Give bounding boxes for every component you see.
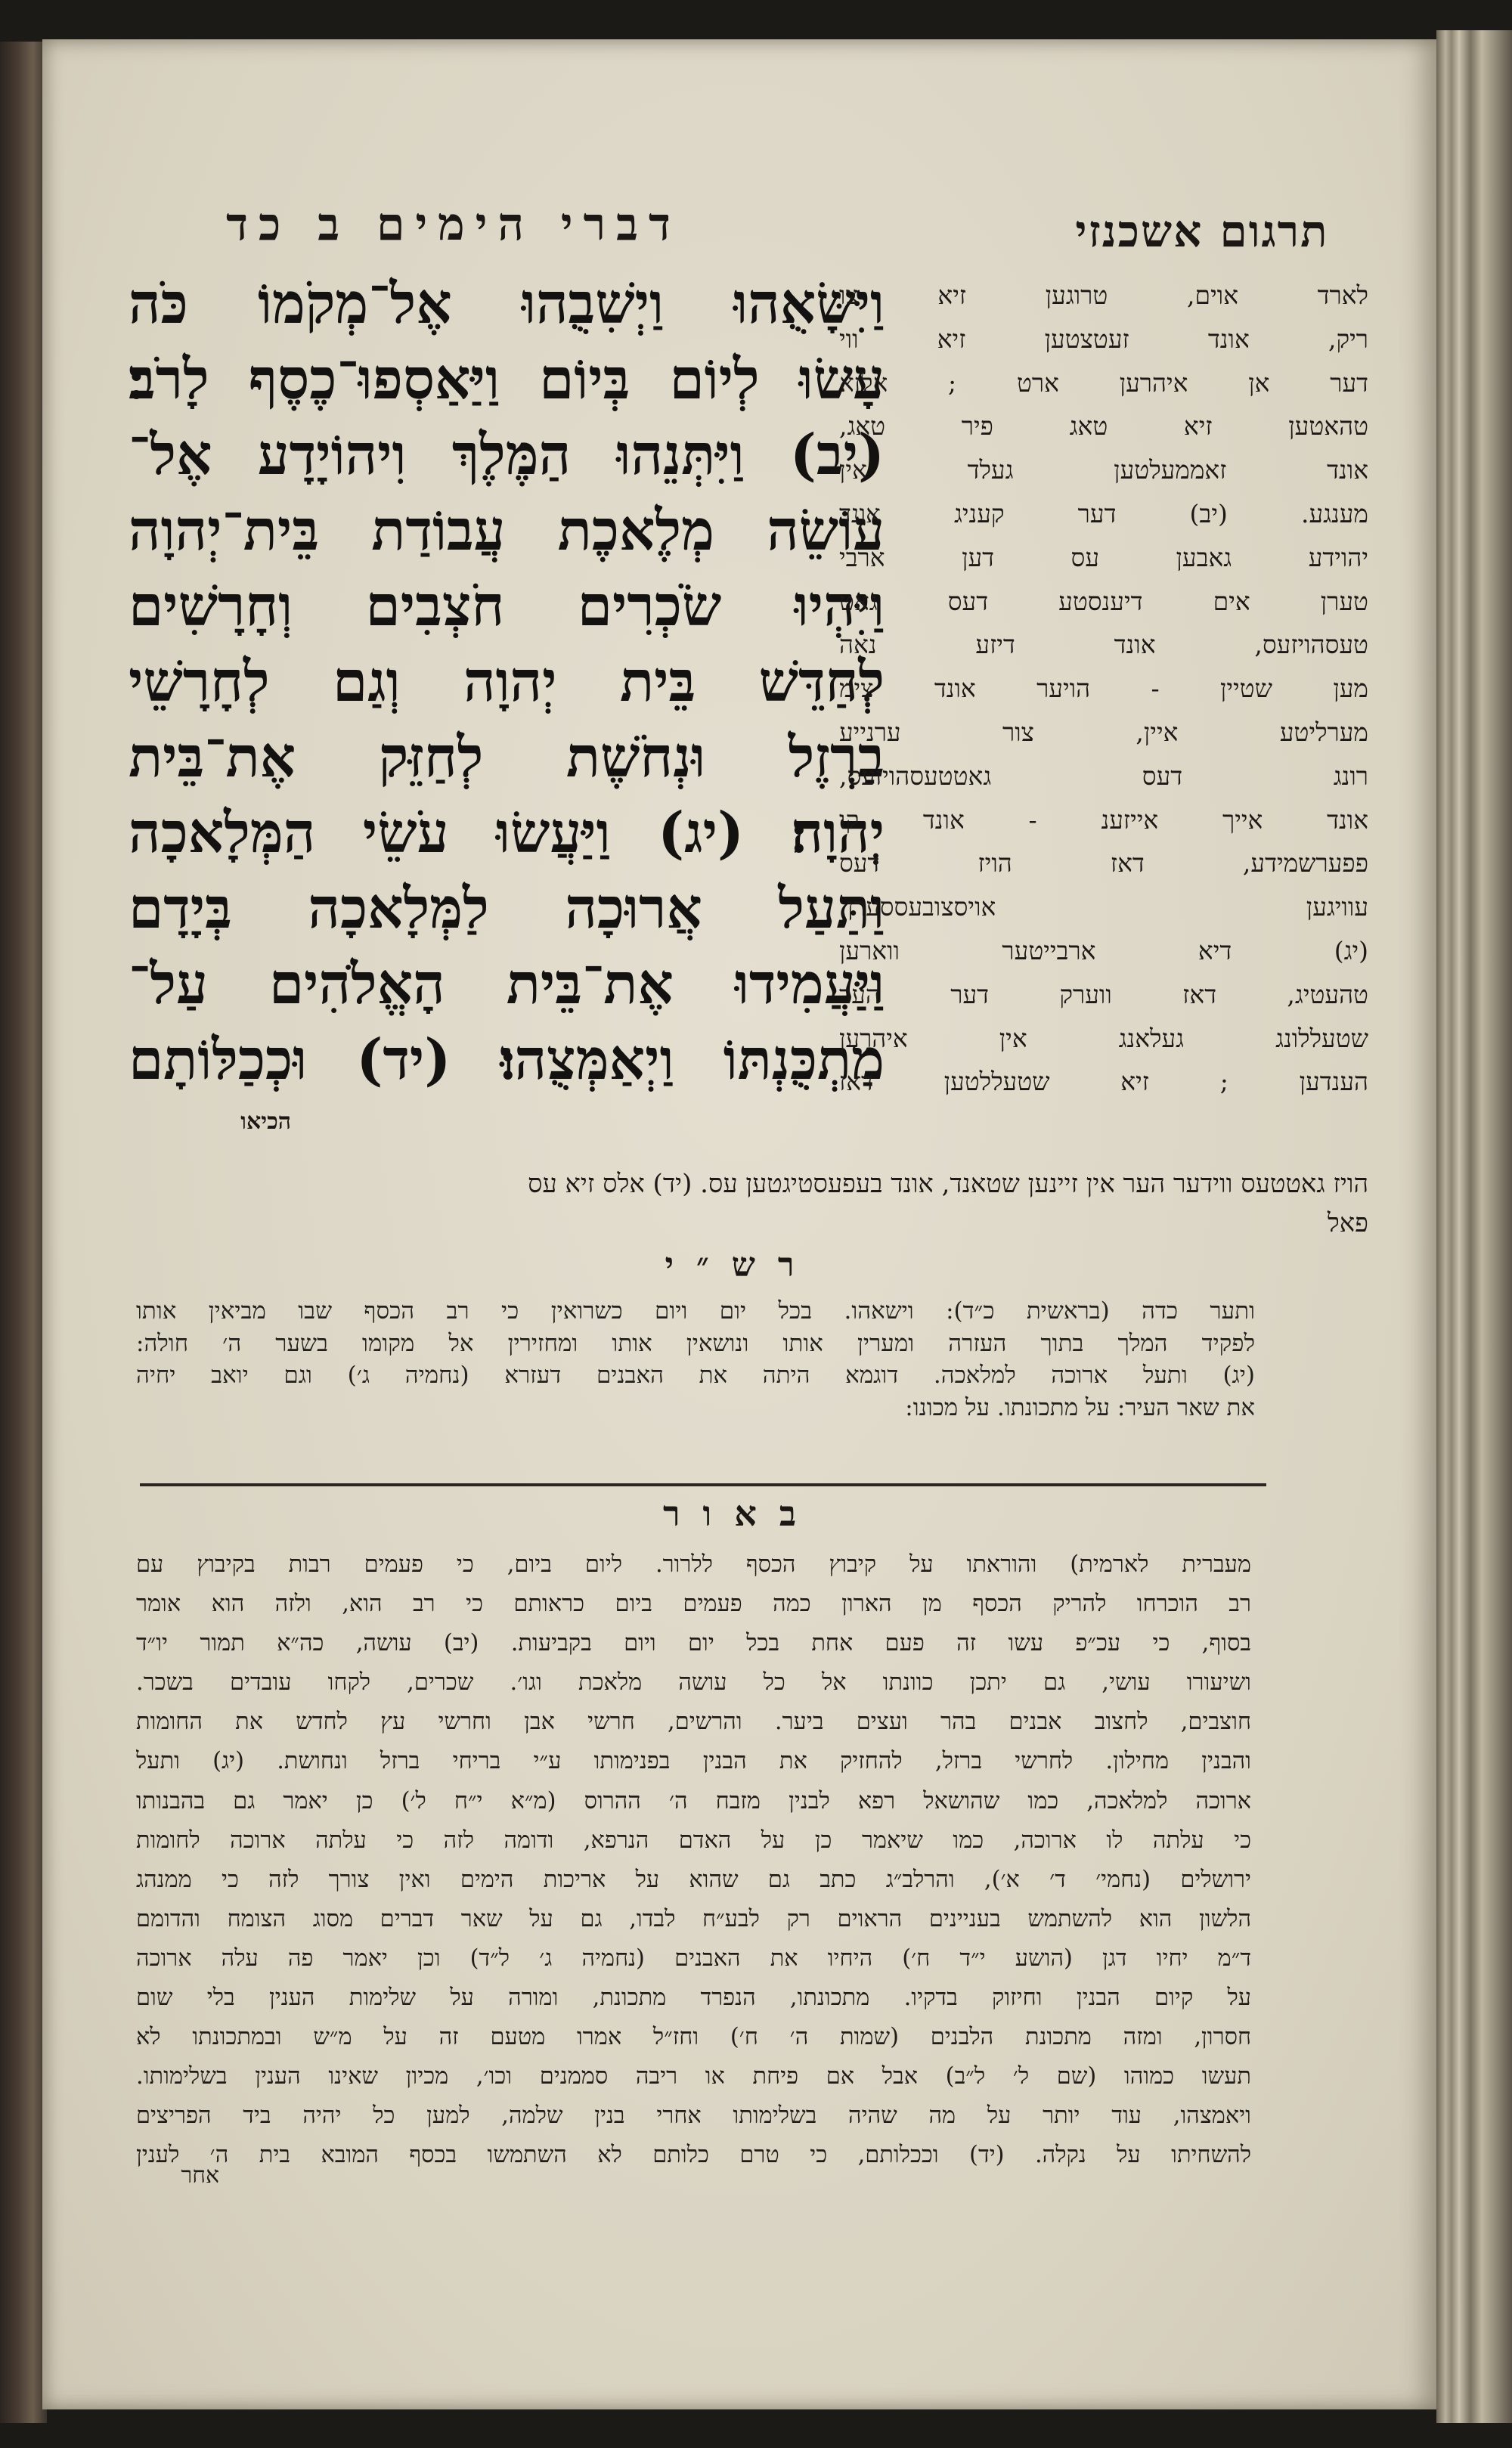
main-text-line: יְהוָה׃ (יג) וַיַּעֲשׂוּ עֹשֵׂי הַמְּלָאכָה [129, 801, 885, 866]
biur-line: ארוכה למלאכה, כמו שהושאל רפא לבנין מזבח ה׳ ההרוס (מ״א י״ח ל׳) כן יאמר גם בהבנותו [136, 1787, 1251, 1814]
main-text-line: וַתַּעַל אֲרוּכָה לַמְּלָאכָה בְּיָדָם [129, 876, 885, 941]
rashi-line: לפקיד המלך בתוך העזרה ומערין אותו ונושאין אותו ומחזירין אל מקומו בשער ה׳ חולה: [136, 1329, 1255, 1357]
main-hebrew-text [129, 266, 885, 1098]
biur-line: חסרון, ומזה מתכונת הלבנים (שמות ה׳ ח׳) וחז״ל אמרו מטעם זה על מ״ש ובמתכונתו לא [136, 2024, 1251, 2051]
translation-line: (יג) דיא ארבייטער ווארען [839, 935, 1368, 965]
rashi-line: (יג) ותעל ארוכה למלאכה. דוגמא היתה את האבנים דעזרא (נחמיה ג׳) וגם יואב יחיה [136, 1362, 1255, 1389]
translation-column [839, 274, 1368, 1104]
translation-line: טערן אים דיענסטע דעס גאט [839, 586, 1368, 616]
translation-line: רונג דעס גאטטעסהויזעס, [839, 761, 1368, 791]
biur-line: מעברית לארמית) והוראתו על קיבוץ הכסף ללרור. ליום ביום, כי פעמים רבות בקיבוץ עם [136, 1551, 1251, 1578]
translation-line: דער אן איהרען ארט ; אלזא [839, 367, 1368, 398]
main-text-line: עוֹשֵׂה מְלֶאכֶת עֲבוֹדַת בֵּית־יְהוָה [129, 498, 885, 563]
biur-line: בסוף, כי עכ״פ עשו זה פעם אחת בכל יום ויום בקביעות. (יב) עושה, כה״א תמור יו״ד [136, 1630, 1251, 1657]
book-spine-left [0, 42, 47, 2423]
translation-line: אונד אייך אייזענ - אונד קו [839, 804, 1368, 835]
biur-line: ירושלים (נחמי׳ ד׳ א׳), והרלב״ג כתב גם שהוא על אריכות הימים ואין צורך לזה כי ממנהג [136, 1866, 1251, 1893]
translation-line: מען שטיין - הויער אונד צימ [839, 674, 1368, 704]
biur-line: והבנין מחילון. לחרשי ברזל, להחזיק את הבנין בפנימותו ע״י בריחי ברזל ונחושת. (יג) ותעל [136, 1748, 1251, 1775]
translation-line: יהוידע גאבען עס דען ארבי [839, 542, 1368, 572]
biur-line: חוצבים, לחצוב אבנים בהר ועצים ביער. והרשים, חרשי אבן וחרשי עץ לחדש את החומות [136, 1709, 1251, 1736]
biur-line: על קיום הבנין וחיזוק בדקיו. מתכונתו, הנפרד מתכונת, ומורה על שלימות הענין בלי שום [136, 1985, 1251, 2012]
biur-line: הלשון הוא להשתמש בעניינים הראוים רק לבע״ח לבדו, גם על שאר דברים מסוג הצומח והדומם [136, 1905, 1251, 1932]
rashi-commentary [136, 1295, 1255, 1424]
translation-line: ריק, אונד זעטצטען זיא ווי [839, 324, 1368, 354]
biur-catchword: אחר [181, 2162, 219, 2189]
translation-line: פפערשמידע, דאז הויז דעס [839, 848, 1368, 878]
biur-line: ויאמצהו, עוד יותר על מה שהיה בשלימותו אחרי בנין שלמה, למען כל יהיה ביד הפריצים [136, 2102, 1251, 2130]
biur-line: ד״מ יחיו דגן (הושע י״ד ח׳) היחיו את האבנים (נחמיה ג׳ ל״ד) וכן יאמר פה עלה ארוכה [136, 1944, 1251, 1972]
translation-line: מערליטע איין, צור ערנייע [839, 717, 1368, 747]
biur-commentary [136, 1545, 1251, 2176]
translation-line: אונד זאממעלטען געלד אין [839, 455, 1368, 485]
main-text-line: עָשׂוּ לְיוֹם בְּיוֹם וַיַּאַסְפוּ־כֶסֶף לָרֹב׃ [129, 347, 885, 412]
main-catchword: הכיאו [240, 1108, 291, 1135]
biur-line: להשחיתו על נקלה. (יד) וככלותם, כי טרם כלותם לא השתמשו בכסף המובא בית ה׳ לענין [136, 2142, 1251, 2169]
biur-line: רב הוכרחו להריק הכסף מן הארון כמה פעמים ביום כראותם כי רב הוא, ולזה הוא אומר [136, 1591, 1251, 1618]
main-text-line: וַיַּעֲמִידוּ אֶת־בֵּית הָאֱלֹהִים עַל־ [129, 952, 885, 1017]
translation-line: שטעללונג געלאנג אין איהרען [839, 1023, 1368, 1053]
translation-line: טעסהויזעס, אונד דיזע נאה [839, 630, 1368, 660]
rashi-heading: רש״י [665, 1246, 817, 1284]
main-text-line: וַיִּשָּׂאֻהוּ וַיְשִׁבֻהוּ אֶל־מְקֹמוֹ כֹּה [129, 271, 885, 336]
translation-continuation [129, 1164, 1368, 1243]
rashi-line: את שאר העיר: על מתכונתו. על מכונו: [905, 1393, 1255, 1421]
biur-line: ושיעורו עושי, גם יתכן כוונתו אל כל עושה מלאכת וגו׳. שכרים, לקחו עובדים בשכר. [136, 1669, 1251, 1697]
main-text-line: לְחַדֵּשׁ בֵּית יְהוָה וְגַם לְחָרָשֵׁי [129, 649, 885, 714]
translation-line: טהאטען זיא טאג פיר טאג, [839, 411, 1368, 442]
translation-line: הענדען ; זיא שטעללטען דאז [839, 1067, 1368, 1097]
translation-line: עוויגען אויסצובעססערן. [839, 892, 1368, 922]
main-text-line: (יב) וַיִּתְּנֵהוּ הַמֶּלֶךְ וִיהוֹיָדָע אֶל־ [129, 423, 885, 488]
main-text-line: מַתְכֻּנְתּוֹ וַיְאַמְּצֻהוּ׃ (יד) וּכְכַלּוֹתָם [129, 1027, 885, 1092]
main-text-line: וַיִּהְיוּ שֹׂכְרִים חֹצְבִים וְחָרָשִׁים [129, 574, 885, 639]
running-title-right: תרגום אשכנזי [1075, 206, 1329, 257]
biur-heading: באור [662, 1493, 820, 1534]
translation-line-wide: הויז גאטטעס ווידער הער אין זיינען שטאנד, אונד בעפעסטיגטען עס. (יד) אלס זיא עס [528, 1169, 1368, 1199]
translation-line: לארד אוים, טרוגען זיא צו [839, 280, 1368, 310]
rashi-line: ותער כדה (בראשית כ״ד): וישאהו. בכל יום ויום כשרואין כי רב הכסף שבו מביאין אותו [136, 1297, 1255, 1325]
translation-line: טהעטיג, דאז ווערק דער הער [839, 979, 1368, 1009]
section-divider [140, 1483, 1266, 1486]
translation-line: מענגע. (יב) דער קעניג אונד [839, 498, 1368, 528]
running-title-left: דברי הימים ב כד [226, 198, 681, 251]
biur-line: כי עלתה לו ארוכה, כמו שיאמר כן על האדם הנרפא, ודומה לזה כי עלתה ארוכה לחומות [136, 1827, 1251, 1854]
page-edges-right [1436, 30, 1512, 2423]
translation-line-wide: פאל [1327, 1208, 1368, 1238]
main-text-line: בַרְזֶל וּנְחֹשֶׁת לְחַזֵּק אֶת־בֵּית [129, 725, 885, 790]
biur-line: תעשו כמוהו (שם ל׳ ל״ב) אבל אם פיחת או ריבה סממנים וכו׳, מכיון שאינו הענין בשלימותו. [136, 2063, 1251, 2090]
